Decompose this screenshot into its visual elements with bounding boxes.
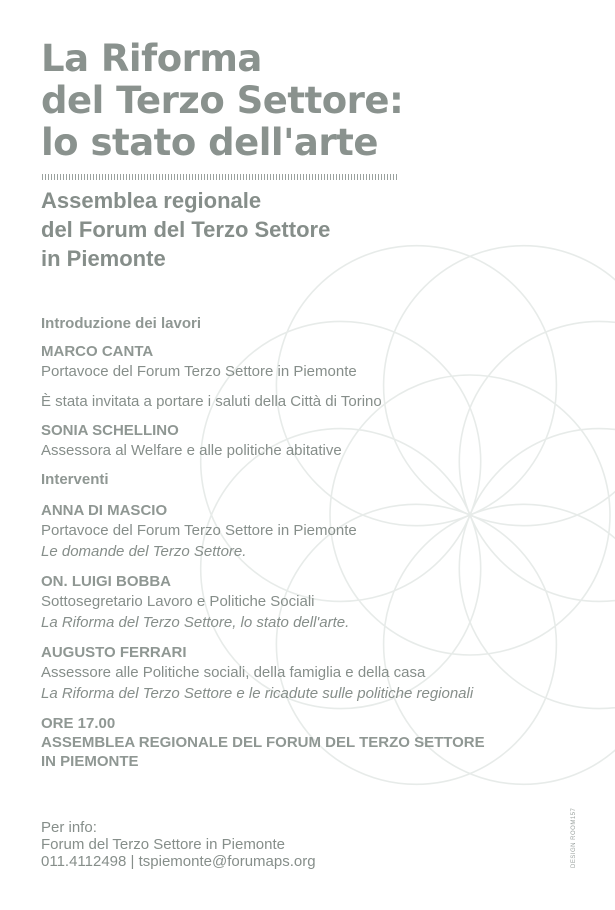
closing-line-1: ASSEMBLEA REGIONALE DEL FORUM DEL TERZO SETTORE xyxy=(41,734,485,751)
intro-heading: Introduzione dei lavori xyxy=(41,315,202,332)
speaker-name: MARCO CANTA xyxy=(41,343,154,360)
speaker-role: Assessora al Welfare e alle politiche abitative xyxy=(41,442,342,459)
title-line-3: lo stato dell'arte xyxy=(41,121,378,164)
info-block xyxy=(41,819,316,870)
speaker-role: Portavoce del Forum Terzo Settore in Piemonte xyxy=(41,522,357,539)
design-credit: DESIGN ROOM157 xyxy=(571,807,577,868)
speaker-name: AUGUSTO FERRARI xyxy=(41,644,187,661)
speaker-role: Portavoce del Forum Terzo Settore in Piemonte xyxy=(41,363,357,380)
info-contact: 011.4112498 | tspiemonte@forumaps.org xyxy=(41,853,316,870)
talks-heading: Interventi xyxy=(41,471,109,488)
speaker-role: Sottosegretario Lavoro e Politiche Sociali xyxy=(41,593,315,610)
speaker-role: Assessore alle Politiche sociali, della famiglia e della casa xyxy=(41,664,426,681)
talk-topic: La Riforma del Terzo Settore e le ricadute sulle politiche regionali xyxy=(41,685,474,702)
subtitle-line-3: in Piemonte xyxy=(41,246,166,271)
speaker-name: SONIA SCHELLINO xyxy=(41,422,179,439)
title-divider xyxy=(42,174,399,180)
talk-topic: Le domande del Terzo Settore. xyxy=(41,543,247,560)
closing-session xyxy=(41,714,561,771)
program xyxy=(41,314,561,771)
speaker-name: ANNA DI MASCIO xyxy=(41,502,168,519)
title-line-2: del Terzo Settore: xyxy=(41,79,404,122)
speaker-name: ON. LUIGI BOBBA xyxy=(41,573,171,590)
talk-topic: La Riforma del Terzo Settore, lo stato dell'arte. xyxy=(41,614,350,631)
page-title xyxy=(41,38,403,164)
subtitle-line-2: del Forum del Terzo Settore xyxy=(41,217,331,242)
info-org: Forum del Terzo Settore in Piemonte xyxy=(41,836,286,853)
greeting-note: È stata invitata a portare i saluti della Città di Torino xyxy=(41,393,382,410)
subtitle xyxy=(41,186,330,273)
closing-time: ORE 17.00 xyxy=(41,715,116,732)
title-line-1: La Riforma xyxy=(41,37,262,80)
subtitle-line-1: Assemblea regionale xyxy=(41,188,262,213)
info-label: Per info: xyxy=(41,819,97,836)
closing-line-2: IN PIEMONTE xyxy=(41,753,139,770)
